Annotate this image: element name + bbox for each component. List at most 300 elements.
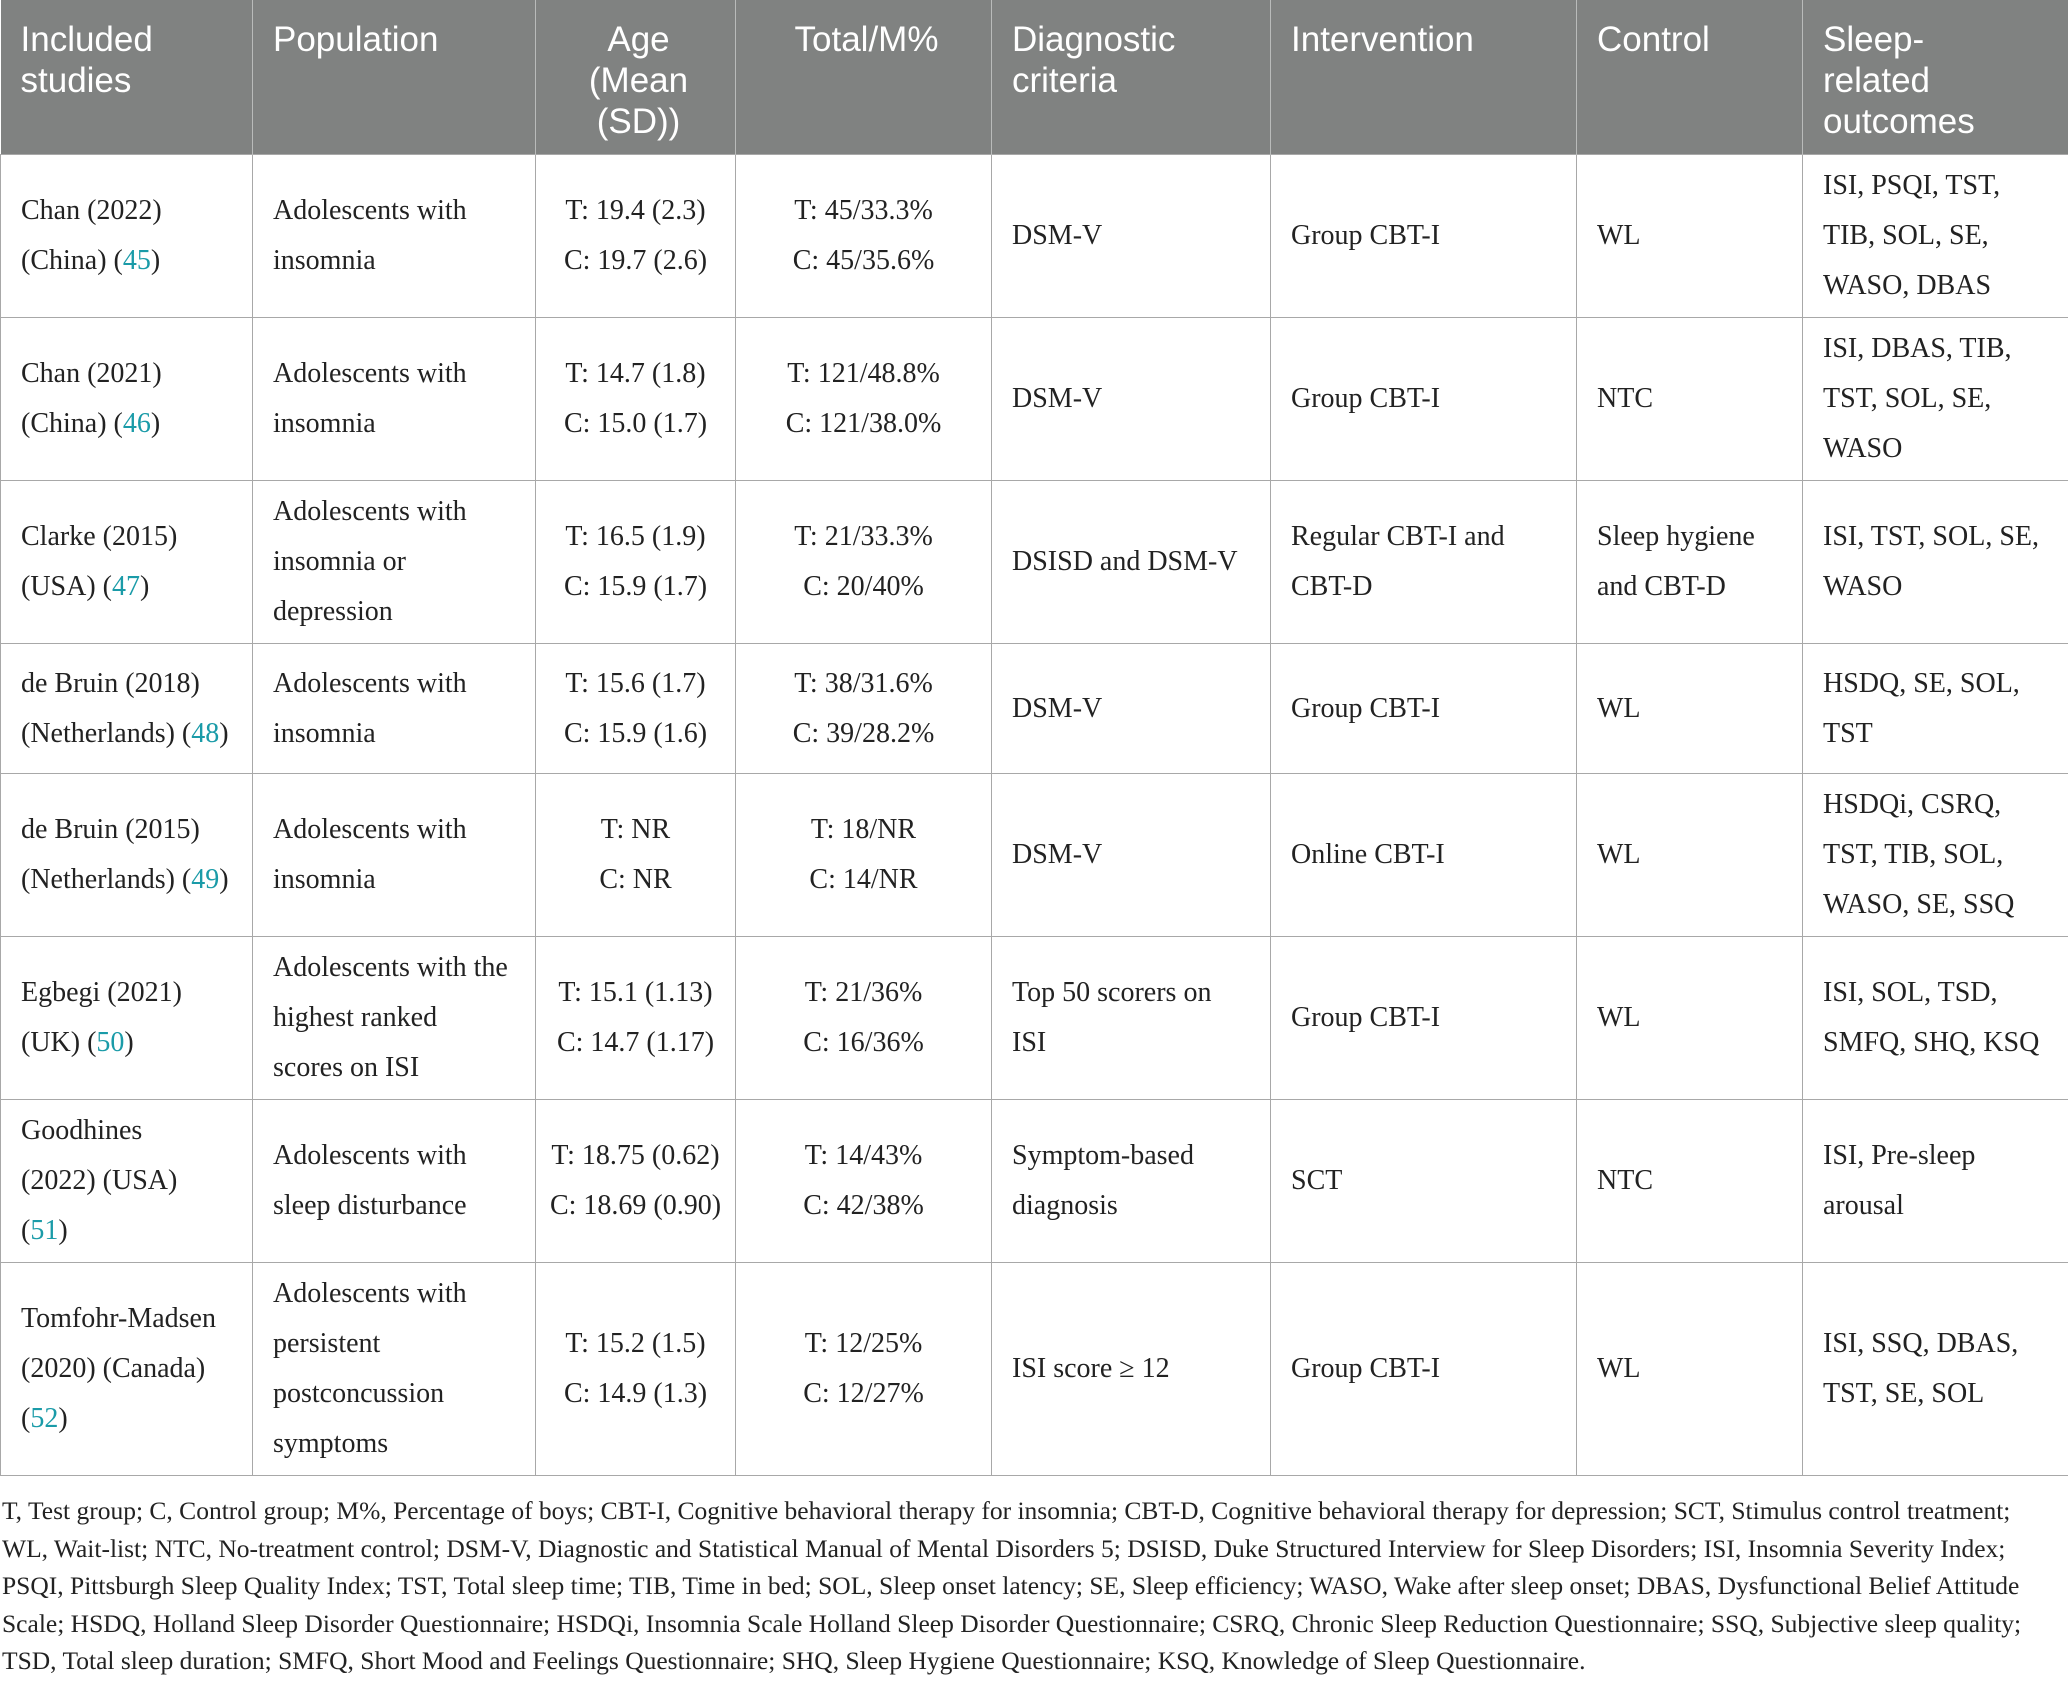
study-cell	[1, 1263, 253, 1476]
cell-text: Adolescents with the	[273, 952, 508, 983]
header-line: Diagnostic	[1012, 20, 1176, 59]
intervention-cell	[1271, 155, 1577, 318]
table-footnote: T, Test group; C, Control group; M%, Percentage of boys; CBT-I, Cognitive behavioral therapy for insomnia; CBT-D, Cognitive behavioral therapy for depression; SCT, Stimulus control treatment; WL, Wait-list; NTC, No-treatment control; DSM-V, Diagnostic and Statistical Manual of Mental Disorders 5; DSISD, Duke Structured Interview for Sleep Disorders; ISI, Insomnia Severity Index; PSQI, Pittsburgh Sleep Quality Index; TST, Total sleep time; TIB, Time in bed; SOL, Sleep onset latency; SE, Sleep efficiency; WASO, Wake after sleep onset; DBAS, Dysfunctional Belief Attitude Scale; HSDQ, Holland Sleep Disorder Questionnaire; HSDQi, Insomnia Scale Holland Sleep Disorder Questionnaire; CSRQ, Chronic Sleep Reduction Questionnaire; SSQ, Subjective sleep quality; TSD, Total sleep duration; SMFQ, Short Mood and Feelings Questionnaire; SHQ, Sleep Hygiene Questionnaire; KSQ, Knowledge of Sleep Questionnaire.	[2, 1496, 2022, 1675]
total-line	[744, 968, 983, 1018]
total-line	[744, 1181, 983, 1231]
diagnostic-cell	[992, 644, 1271, 774]
cell-text: Egbegi (2021)	[21, 977, 182, 1008]
cell-text: WL	[1597, 1002, 1641, 1033]
diagnostic-line	[1012, 1344, 1256, 1394]
table-row	[1, 774, 2068, 937]
study-line: (51)	[21, 1215, 68, 1246]
control-line	[1597, 1156, 1788, 1206]
cell-text: ISI, SOL, TSD,	[1823, 977, 1998, 1008]
intervention-line	[1291, 211, 1562, 261]
population-line	[273, 537, 521, 587]
intervention-line	[1291, 562, 1562, 612]
age-line	[544, 349, 727, 399]
table-header	[1, 0, 2068, 155]
population-line	[273, 855, 521, 905]
population-line	[273, 1419, 521, 1469]
cell-text: (	[21, 1215, 31, 1246]
total-line	[744, 349, 983, 399]
cell-text: T: 18/NR	[810, 814, 917, 845]
age-line	[544, 1018, 727, 1068]
control-cell	[1577, 1100, 1803, 1263]
age-cell	[536, 774, 736, 937]
cell-text: SMFQ, SHQ, KSQ	[1823, 1027, 2040, 1058]
cell-text: ISI, TST, SOL, SE,	[1823, 521, 2039, 552]
age-line	[544, 562, 727, 612]
total-cell	[736, 1100, 992, 1263]
header-line: Age	[607, 20, 670, 59]
outcomes-cell	[1803, 481, 2068, 644]
control-line	[1597, 562, 1788, 612]
cell-text: T: 12/25%	[804, 1328, 923, 1359]
population-line	[273, 399, 521, 449]
outcomes-cell	[1803, 937, 2068, 1100]
cell-text: Group CBT-I	[1291, 383, 1441, 414]
diagnostic-cell	[992, 481, 1271, 644]
study-cell	[1, 774, 253, 937]
cell-text: de Bruin (2018)	[21, 667, 200, 699]
table-row	[1, 644, 2068, 774]
cell-text: symptoms	[273, 1428, 389, 1459]
table-row	[1, 481, 2068, 644]
cell-text: Regular CBT-I and	[1291, 521, 1505, 552]
population-line	[273, 1181, 521, 1231]
cell-text: NTC	[1597, 383, 1653, 414]
cell-text: WL	[1597, 839, 1641, 870]
cell-text: T: 16.5 (1.9)	[565, 521, 706, 552]
cell-text: ISI, DBAS, TIB,	[1823, 333, 2012, 364]
control-line	[1597, 993, 1788, 1043]
reference-link[interactable]: 47	[112, 571, 140, 602]
diagnostic-line	[1012, 1131, 1256, 1181]
study-cell	[1, 481, 253, 644]
cell-text: C: 15.9 (1.7)	[563, 571, 708, 602]
control-cell	[1577, 937, 1803, 1100]
population-line	[273, 1369, 521, 1419]
control-line	[1597, 684, 1788, 734]
cell-text: ISI	[1012, 1027, 1047, 1058]
intervention-cell	[1271, 644, 1577, 774]
header-sleep-outcomes	[1803, 0, 2068, 155]
cell-text: C: 16/36%	[803, 1027, 924, 1058]
outcomes-line	[1823, 1181, 2054, 1231]
cell-text: insomnia	[273, 717, 376, 749]
cell-text: TST, TIB, SOL,	[1823, 839, 2004, 870]
population-line	[273, 993, 521, 1043]
cell-text: HSDQi, CSRQ,	[1823, 789, 2002, 820]
diagnostic-line	[1012, 374, 1256, 424]
cell-text: DSM-V	[1012, 220, 1103, 251]
cell-text: ISI, Pre-sleep	[1823, 1140, 1976, 1171]
cell-text: TST	[1823, 717, 1873, 749]
control-cell	[1577, 481, 1803, 644]
population-cell	[253, 155, 536, 318]
population-line	[273, 1319, 521, 1369]
cell-text: (China) (	[21, 408, 123, 439]
age-cell	[536, 155, 736, 318]
reference-link[interactable]: 51	[30, 1215, 59, 1246]
outcomes-line	[1823, 161, 2054, 211]
outcomes-line	[1823, 424, 2054, 474]
cell-text: T: 21/36%	[804, 977, 923, 1008]
cell-text: (2022) (USA)	[21, 1165, 178, 1196]
outcomes-line	[1823, 659, 2054, 709]
total-cell	[736, 1263, 992, 1476]
outcomes-cell	[1803, 774, 2068, 937]
total-cell	[736, 318, 992, 481]
table-row	[1, 1100, 2068, 1263]
control-cell	[1577, 644, 1803, 774]
cell-text: WASO	[1823, 433, 1903, 464]
total-cell	[736, 644, 992, 774]
diagnostic-line	[1012, 537, 1256, 587]
table-row	[1, 1263, 2068, 1476]
cell-text: Online CBT-I	[1291, 839, 1445, 870]
cell-text: C: 14.7 (1.17)	[556, 1027, 715, 1058]
table-row	[1, 318, 2068, 481]
header-age	[536, 0, 736, 155]
outcomes-line	[1823, 1018, 2054, 1068]
population-cell	[253, 318, 536, 481]
total-cell	[736, 481, 992, 644]
diagnostic-cell	[992, 1100, 1271, 1263]
age-line	[544, 1369, 727, 1419]
population-cell	[253, 937, 536, 1100]
cell-text: TIB, SOL, SE,	[1823, 220, 1989, 251]
diagnostic-cell	[992, 774, 1271, 937]
outcomes-line	[1823, 1319, 2054, 1369]
study-line	[21, 1156, 238, 1206]
cell-text: Goodhines	[21, 1115, 143, 1146]
cell-text: insomnia or	[273, 546, 406, 577]
diagnostic-cell	[992, 937, 1271, 1100]
age-line	[544, 1131, 727, 1181]
age-line	[544, 399, 727, 449]
table-row	[1, 937, 2068, 1100]
cell-text: Adolescents with	[273, 814, 467, 845]
cell-text: Sleep hygiene	[1597, 521, 1755, 552]
study-cell	[1, 644, 253, 774]
population-cell	[253, 1263, 536, 1476]
reference-link[interactable]: 46	[122, 408, 151, 439]
cell-text: Adolescents with	[273, 1140, 467, 1171]
cell-text: T: 15.1 (1.13)	[558, 977, 713, 1008]
header-included-studies	[1, 0, 253, 155]
total-line	[744, 855, 983, 905]
cell-text: (UK) (	[21, 1027, 97, 1058]
intervention-cell	[1271, 937, 1577, 1100]
total-line	[744, 1018, 983, 1068]
cell-text: C: 12/27%	[803, 1378, 924, 1409]
outcomes-cell	[1803, 155, 2068, 318]
study-cell	[1, 1100, 253, 1263]
diagnostic-cell	[992, 318, 1271, 481]
cell-text: insomnia	[273, 245, 376, 276]
cell-text: HSDQ, SE, SOL,	[1823, 667, 2020, 699]
study-line: (Netherlands) (49)	[21, 864, 229, 895]
cell-text: WASO	[1823, 571, 1903, 602]
cell-text: C: NR	[599, 864, 672, 895]
population-line	[273, 805, 521, 855]
outcomes-line	[1823, 1131, 2054, 1181]
cell-text: Chan (2022)	[21, 195, 162, 226]
study-line	[21, 968, 238, 1018]
cell-text: T: 14.7 (1.8)	[565, 358, 706, 389]
age-line	[544, 709, 727, 759]
age-line	[544, 659, 727, 709]
cell-text: Adolescents with	[273, 1278, 467, 1309]
cell-text: persistent	[273, 1328, 381, 1359]
cell-text: T: 121/48.8%	[787, 358, 940, 389]
cell-text: Top 50 scorers on	[1012, 977, 1212, 1008]
study-line: (Netherlands) (48)	[21, 717, 229, 749]
table-body	[1, 155, 2068, 1476]
cell-text: T: 15.6 (1.7)	[565, 667, 706, 699]
header-line: Population	[273, 20, 439, 59]
age-cell	[536, 481, 736, 644]
study-line: (China) (45)	[21, 245, 161, 276]
header-population	[253, 0, 536, 155]
header-line: Intervention	[1291, 20, 1474, 59]
header-control	[1577, 0, 1803, 155]
total-line	[744, 1319, 983, 1369]
total-cell	[736, 155, 992, 318]
reference-link[interactable]: 48	[191, 717, 220, 749]
cell-text: TST, SOL, SE,	[1823, 383, 1992, 414]
reference-link[interactable]: 52	[30, 1403, 59, 1434]
outcomes-cell	[1803, 644, 2068, 774]
cell-text: DSISD and DSM-V	[1012, 546, 1238, 577]
study-line	[21, 805, 238, 855]
diagnostic-line	[1012, 830, 1256, 880]
cell-text: CBT-D	[1291, 571, 1373, 602]
header-intervention	[1271, 0, 1577, 155]
intervention-line	[1291, 512, 1562, 562]
age-cell	[536, 318, 736, 481]
cell-text: WL	[1597, 692, 1641, 724]
cell-text: de Bruin (2015)	[21, 814, 200, 845]
reference-link[interactable]: 49	[191, 864, 220, 895]
cell-text: WASO, DBAS	[1823, 270, 1992, 301]
total-line	[744, 236, 983, 286]
diagnostic-line	[1012, 211, 1256, 261]
age-line	[544, 1319, 727, 1369]
study-line: (USA) (47)	[21, 571, 150, 602]
outcomes-line	[1823, 709, 2054, 759]
cell-text: Group CBT-I	[1291, 1353, 1441, 1384]
outcomes-line	[1823, 880, 2054, 930]
study-line	[21, 186, 238, 236]
population-line	[273, 1269, 521, 1319]
cell-text: Group CBT-I	[1291, 1002, 1441, 1033]
control-cell	[1577, 1263, 1803, 1476]
cell-text: (	[21, 1403, 31, 1434]
cell-text: ISI score ≥ 12	[1012, 1353, 1170, 1384]
intervention-cell	[1271, 1100, 1577, 1263]
cell-text: Adolescents with	[273, 195, 467, 226]
control-line	[1597, 211, 1788, 261]
cell-text: Symptom-based	[1012, 1140, 1194, 1171]
cell-text: NTC	[1597, 1165, 1653, 1196]
cell-text: scores on ISI	[273, 1052, 420, 1083]
cell-text: Clarke (2015)	[21, 521, 178, 552]
cell-text: C: 45/35.6%	[792, 245, 935, 276]
outcomes-line	[1823, 968, 2054, 1018]
intervention-cell	[1271, 481, 1577, 644]
cell-text: T: 38/31.6%	[794, 667, 933, 699]
cell-text: C: 121/38.0%	[785, 408, 942, 439]
cell-text: C: 39/28.2%	[792, 717, 935, 749]
cell-text: insomnia	[273, 864, 376, 895]
study-cell	[1, 155, 253, 318]
total-line	[744, 186, 983, 236]
outcomes-line	[1823, 1369, 2054, 1419]
intervention-line	[1291, 1344, 1562, 1394]
cell-text: C: 42/38%	[803, 1190, 924, 1221]
intervention-cell	[1271, 774, 1577, 937]
age-line	[544, 236, 727, 286]
cell-text: Adolescents with	[273, 667, 467, 699]
cell-text: (Netherlands) (	[21, 717, 192, 749]
age-line	[544, 186, 727, 236]
age-line	[544, 968, 727, 1018]
study-line: (52)	[21, 1403, 68, 1434]
cell-text: WL	[1597, 220, 1641, 251]
population-cell	[253, 644, 536, 774]
study-line	[21, 349, 238, 399]
total-line	[744, 399, 983, 449]
cell-text: C: 15.9 (1.6)	[563, 717, 708, 749]
header-line: (Mean (SD))	[588, 61, 689, 141]
cell-text: and CBT-D	[1597, 571, 1726, 602]
population-cell	[253, 774, 536, 937]
cell-text: (2020) (Canada)	[21, 1353, 206, 1384]
total-line	[744, 512, 983, 562]
total-line	[744, 562, 983, 612]
cell-text: ISI, SSQ, DBAS,	[1823, 1328, 2019, 1359]
cell-text: SCT	[1291, 1165, 1343, 1196]
intervention-line	[1291, 830, 1562, 880]
study-cell	[1, 318, 253, 481]
population-line	[273, 943, 521, 993]
header-line: related	[1823, 61, 1931, 100]
outcomes-cell	[1803, 1100, 2068, 1263]
cell-text: T: 19.4 (2.3)	[565, 195, 706, 226]
outcomes-line	[1823, 562, 2054, 612]
cell-text: insomnia	[273, 408, 376, 439]
cell-text: depression	[273, 596, 393, 627]
study-line	[21, 659, 238, 709]
total-cell	[736, 774, 992, 937]
cell-text: T: NR	[600, 814, 671, 845]
diagnostic-cell	[992, 1263, 1271, 1476]
header-line: Total/M%	[794, 20, 939, 59]
outcomes-line	[1823, 324, 2054, 374]
cell-text: (China) (	[21, 245, 123, 276]
outcomes-line	[1823, 830, 2054, 880]
study-line	[21, 1294, 238, 1344]
population-line	[273, 349, 521, 399]
control-cell	[1577, 318, 1803, 481]
study-line: (UK) (50)	[21, 1027, 134, 1058]
control-line	[1597, 512, 1788, 562]
age-cell	[536, 1100, 736, 1263]
cell-text: postconcussion	[273, 1378, 445, 1409]
control-cell	[1577, 774, 1803, 937]
cell-text: (USA) (	[21, 571, 112, 602]
cell-text: arousal	[1823, 1190, 1904, 1221]
intervention-line	[1291, 374, 1562, 424]
cell-text: T: 14/43%	[804, 1140, 923, 1171]
intervention-cell	[1271, 318, 1577, 481]
cell-text: TST, SE, SOL	[1823, 1378, 1985, 1409]
outcomes-line	[1823, 374, 2054, 424]
cell-text: WL	[1597, 1353, 1641, 1384]
cell-text: T: 21/33.3%	[794, 521, 933, 552]
age-line	[544, 1181, 727, 1231]
total-cell	[736, 937, 992, 1100]
age-cell	[536, 1263, 736, 1476]
age-line	[544, 855, 727, 905]
reference-link[interactable]: 45	[122, 245, 151, 276]
cell-text: DSM-V	[1012, 383, 1103, 414]
age-line	[544, 805, 727, 855]
control-line	[1597, 374, 1788, 424]
total-line	[744, 659, 983, 709]
cell-text: C: 20/40%	[803, 571, 924, 602]
intervention-line	[1291, 993, 1562, 1043]
header-line: Sleep-	[1823, 20, 1925, 59]
outcomes-line	[1823, 211, 2054, 261]
header-line: Control	[1597, 20, 1710, 59]
population-line	[273, 709, 521, 759]
age-cell	[536, 937, 736, 1100]
cell-text: Adolescents with	[273, 496, 467, 527]
header-row	[1, 0, 2068, 155]
population-line	[273, 587, 521, 637]
control-line	[1597, 830, 1788, 880]
cell-text: (Netherlands) (	[21, 864, 192, 895]
population-cell	[253, 1100, 536, 1263]
cell-text: ISI, PSQI, TST,	[1823, 170, 2001, 201]
age-line	[544, 512, 727, 562]
cell-text: T: 15.2 (1.5)	[565, 1328, 706, 1359]
study-line	[21, 1344, 238, 1394]
study-line: (China) (46)	[21, 408, 161, 439]
control-cell	[1577, 155, 1803, 318]
cell-text: WASO, SE, SSQ	[1823, 889, 2015, 920]
intervention-line	[1291, 684, 1562, 734]
population-line	[273, 487, 521, 537]
population-line	[273, 186, 521, 236]
cell-text: C: 14/NR	[809, 864, 918, 895]
population-line	[273, 1043, 521, 1093]
outcomes-cell	[1803, 318, 2068, 481]
diagnostic-line	[1012, 968, 1256, 1018]
reference-link[interactable]: 50	[96, 1027, 125, 1058]
study-cell	[1, 937, 253, 1100]
outcomes-line	[1823, 261, 2054, 311]
cell-text: Chan (2021)	[21, 358, 162, 389]
cell-text: T: 18.75 (0.62)	[551, 1140, 720, 1171]
intervention-line	[1291, 1156, 1562, 1206]
cell-text: T: 45/33.3%	[794, 195, 933, 226]
study-line	[21, 1106, 238, 1156]
